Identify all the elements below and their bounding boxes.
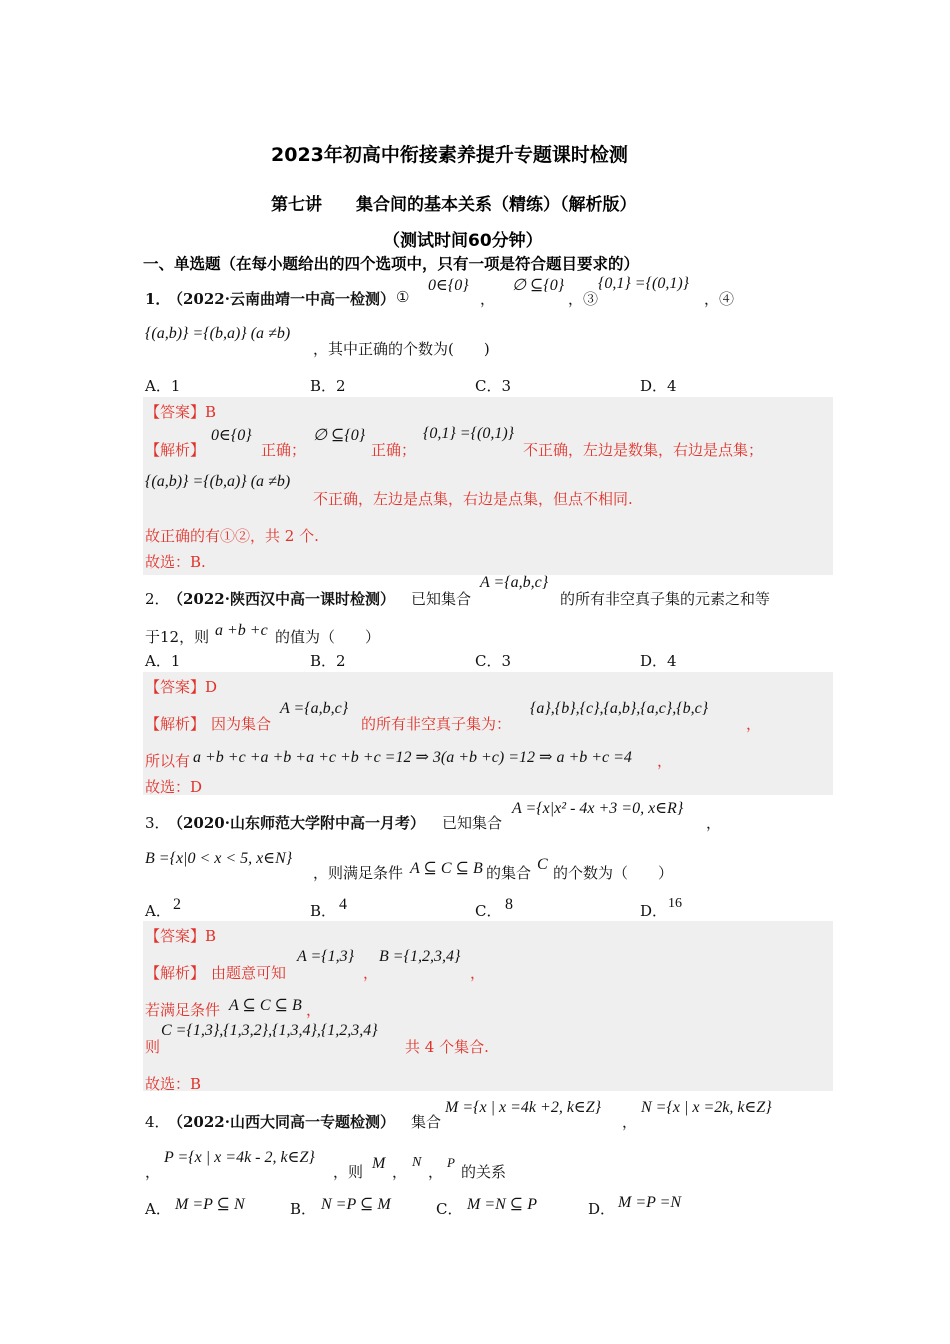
explanation-text: 由题意可知 [211, 964, 287, 982]
explanation-text: 若满足条件 [145, 1001, 221, 1019]
question-text: 的个数为（ ） [553, 864, 674, 882]
math-expression: 0∈{0} [211, 427, 252, 444]
explanation-text: ， [306, 1001, 322, 1019]
option-b-label[interactable]: B． [310, 902, 337, 920]
question-source: （2022·云南曲靖一中高一检测） [168, 290, 395, 308]
math-expression: P ={x | x =4k - 2, k∈Z} [164, 1149, 315, 1166]
math-expression: M [372, 1155, 386, 1172]
option-a[interactable]: A．1 [145, 377, 181, 395]
explanation-label: 【解析】 [145, 441, 206, 459]
question-text: 已知集合 [411, 590, 472, 608]
option-d-label[interactable]: D． [640, 902, 668, 920]
option-d[interactable]: 16 [668, 896, 682, 911]
math-expression: ∅ ⊆{0} [313, 427, 366, 444]
option-c-label[interactable]: C． [436, 1200, 463, 1218]
option-c[interactable]: M =N ⊆ P [467, 1196, 537, 1213]
page-title: 2023年初高中衔接素养提升专题课时检测 [271, 144, 628, 166]
option-c[interactable]: C．3 [475, 377, 512, 395]
math-expression: A ⊆ C ⊆ B [229, 997, 302, 1014]
option-a[interactable]: M =P ⊆ N [175, 1196, 245, 1213]
option-b[interactable]: B．2 [310, 377, 346, 395]
question-source: （2022·山西大同高一专题检测） [168, 1113, 395, 1131]
option-b[interactable]: 4 [339, 896, 347, 913]
math-expression: {0,1} ={(0,1)} [423, 425, 515, 442]
math-expression: a +b +c [215, 622, 268, 639]
statement-label: ，④ [704, 290, 735, 308]
explanation-text: ， [470, 964, 486, 982]
option-d-label[interactable]: D． [588, 1200, 616, 1218]
question-source: （2022·陕西汉中高一课时检测） [168, 590, 395, 608]
option-b-label[interactable]: B． [290, 1200, 317, 1218]
option-d[interactable]: D．4 [640, 377, 677, 395]
question-text: ， [145, 1163, 161, 1181]
option-d[interactable]: M =P =N [618, 1194, 682, 1211]
math-expression: B ={x|0 < x < 5, x∈N} [145, 850, 293, 867]
question-number: 2． [145, 590, 170, 608]
question-text: 集合 [411, 1113, 442, 1131]
explanation-text: 故选：D [145, 778, 203, 796]
math-expression: C ={1,3},{1,3,2},{1,3,4},{1,2,3,4} [161, 1022, 378, 1039]
math-expression: {0,1} ={(0,1)} [598, 275, 690, 292]
question-text: ，其中正确的个数为( ) [313, 340, 490, 358]
statement-label: ， [480, 290, 496, 308]
option-c[interactable]: C．3 [475, 652, 512, 670]
question-text: ， [392, 1163, 408, 1181]
explanation-text: 正确； [261, 441, 307, 459]
option-a-label[interactable]: A． [145, 902, 171, 920]
section-heading: 一、单选题（在每小题给出的四个选项中，只有一项是符合题目要求的） [143, 255, 640, 273]
math-expression: N ={x | x =2k, k∈Z} [641, 1099, 772, 1116]
answer-label: 【答案】B [145, 927, 217, 945]
explanation-text: 不正确，左边是数集，右边是点集； [523, 441, 764, 459]
question-text: ，则满足条件 [313, 864, 404, 882]
question-source: （2020·山东师范大学附中高一月考） [168, 814, 425, 832]
question-text: 的集合 [486, 864, 532, 882]
math-expression: B ={1,2,3,4} [379, 948, 461, 965]
question-number: 3． [145, 814, 170, 832]
question-text: ，则 [333, 1163, 364, 1181]
answer-label: 【答案】B [145, 403, 217, 421]
math-expression: A ={1,3} [297, 948, 355, 965]
question-text: 的值为（ ） [275, 628, 381, 646]
page-subtitle: 集合间的基本关系（精练）（解析版） [356, 195, 637, 215]
explanation-text: 正确； [371, 441, 417, 459]
math-expression: {(a,b)} ={(b,a)} (a ≠b) [145, 473, 291, 490]
math-expression: C [537, 856, 548, 873]
question-text: ， [622, 1113, 638, 1131]
explanation-text: 因为集合 [211, 715, 272, 733]
explanation-text: 故选：B [145, 1075, 202, 1093]
question-number: 1． [145, 290, 171, 308]
answer-box [143, 397, 833, 575]
option-b[interactable]: N =P ⊆ M [321, 1196, 391, 1213]
lecture-number: 第七讲 [271, 195, 322, 215]
answer-label: 【答案】D [145, 678, 218, 696]
explanation-text: 共 4 个集合. [405, 1038, 489, 1056]
explanation-label: 【解析】 [145, 964, 206, 982]
question-text: 的关系 [461, 1163, 507, 1181]
option-a-label[interactable]: A． [145, 1200, 171, 1218]
option-c-label[interactable]: C． [475, 902, 502, 920]
explanation-text: 则 [145, 1038, 161, 1056]
math-expression: a +b +c +a +b +a +c +b +c =12 ⇒ 3(a +b +c) =12 ⇒ a +b +c =4 [193, 749, 632, 766]
answer-box [143, 672, 833, 795]
explanation-text: 故正确的有①②，共 2 个. [145, 527, 319, 545]
option-b[interactable]: B．2 [310, 652, 346, 670]
option-a[interactable]: A．1 [145, 652, 181, 670]
explanation-text: 故选：B. [145, 553, 206, 571]
option-d[interactable]: D．4 [640, 652, 677, 670]
math-expression: N [412, 1155, 422, 1170]
math-expression: P [447, 1155, 455, 1170]
math-expression: A ⊆ C ⊆ B [410, 860, 483, 877]
explanation-label: 【解析】 [145, 715, 206, 733]
explanation-text: ， [657, 752, 673, 770]
explanation-text: ， [746, 715, 762, 733]
math-expression: A ={x|x² - 4x +3 =0, x∈R} [512, 800, 684, 817]
explanation-text: 不正确，左边是点集，右边是点集，但点不相同. [313, 490, 633, 508]
statement-label: ① [396, 288, 410, 306]
math-expression: M ={x | x =4k +2, k∈Z} [445, 1099, 602, 1116]
question-text: 已知集合 [442, 814, 503, 832]
question-text: ， [428, 1163, 444, 1181]
option-a[interactable]: 2 [173, 896, 181, 913]
question-text: 于12，则 [145, 628, 210, 646]
math-expression: ∅ ⊆{0} [512, 277, 565, 294]
question-number: 4． [145, 1113, 170, 1131]
question-text: 的所有非空真子集的元素之和等 [560, 590, 771, 608]
math-expression: {a},{b},{c},{a,b},{a,c},{b,c} [530, 700, 709, 717]
math-expression: A ={a,b,c} [480, 574, 549, 591]
math-expression: {(a,b)} ={(b,a)} (a ≠b) [145, 325, 291, 342]
option-c[interactable]: 8 [505, 896, 513, 913]
statement-label: ，③ [568, 290, 599, 308]
explanation-text: ， [363, 964, 379, 982]
test-time: （测试时间60分钟） [383, 231, 543, 251]
math-expression: 0∈{0} [428, 277, 469, 294]
explanation-text: 所以有 [145, 752, 191, 770]
question-text: ， [706, 814, 722, 832]
math-expression: A ={a,b,c} [280, 700, 349, 717]
answer-box [143, 921, 833, 1091]
explanation-text: 的所有非空真子集为： [361, 715, 512, 733]
